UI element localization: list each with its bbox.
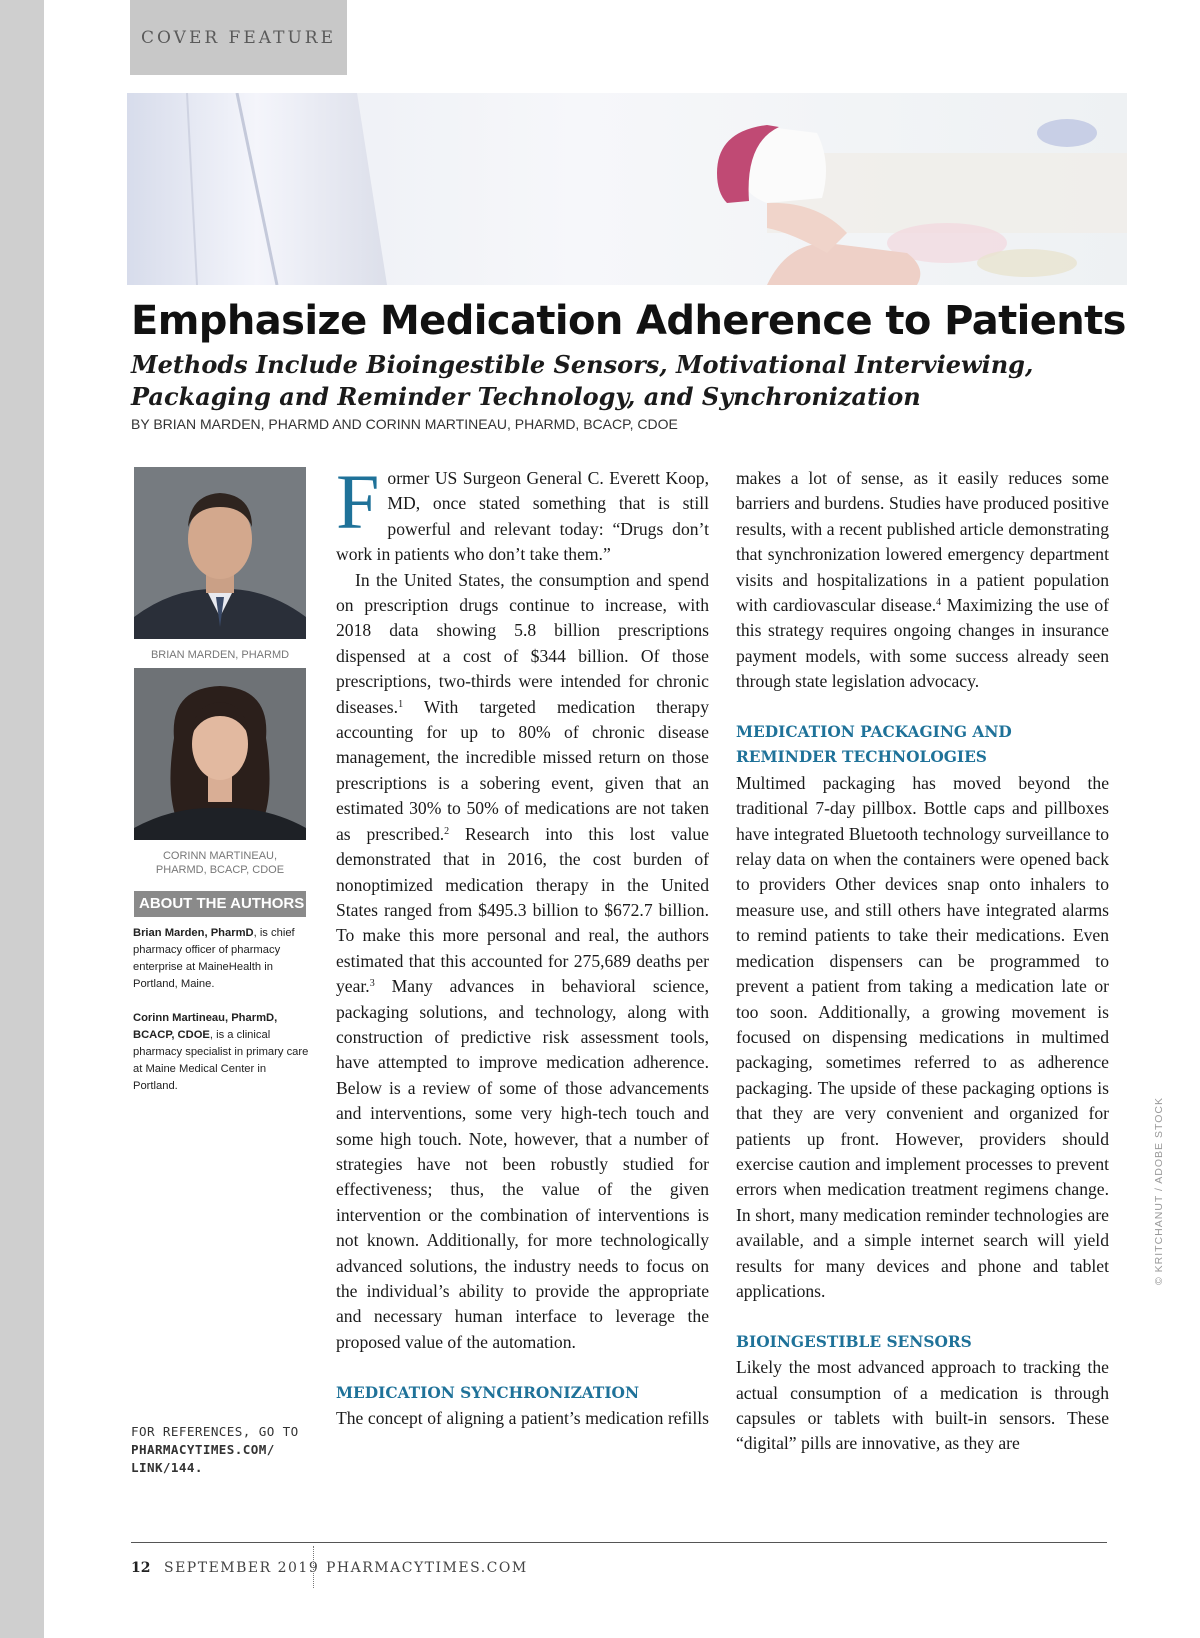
heading-packaging: MEDICATION PACKAGING AND REMINDER TECHNOLOGIES [736,723,1012,767]
bio-name-martineau: Corinn Martineau, PharmD, BCACP, CDOE [133,1012,278,1041]
heading-synchronization: MEDICATION SYNCHRONIZATION [336,1383,640,1402]
about-authors-heading: ABOUT THE AUTHORS [134,891,306,917]
paragraph-packaging: Multimed packaging has moved beyond the traditional 7-day pillbox. Bottle caps and pillboxes have integrated Bluetooth technology surveillance to relay data on when the containers were opened back to providers Other devices snap onto inhalers to measure use, and still others have integrated alarms to remind patients to take their medications. Even medication dispensers can be programmed to prevent a patient from taking a medication late or too soon. Additionally, a growing movement is focused on dispensing medications in multimed packaging, sometimes referred to as adherence packaging. The upside of these packaging options is that they are very convenient and organized for patients up front. However, providers should exercise caution and implement processes to prevent errors when medication treatment regimens change. In short, many medication reminder technologies are available, and a simple internet search will yield results for many devices and phone and tablet applications. [736,772,1109,1301]
paragraph-synchronization: The concept of aligning a patient’s medication refills [336,1408,709,1429]
hero-image [127,93,1127,285]
bio-text-martineau: , is a clinical pharmacy specialist in primary care at Maine Medical Center in Portland. [133,1029,309,1092]
footnote-1: 1 [398,698,404,710]
footer-rule [131,1542,1107,1543]
subtitle-line-1: Methods Include Bioingestible Sensors, Motivational Interviewing, [131,350,1034,379]
references-note [131,1423,321,1477]
page-number: 12 [131,1560,151,1576]
author-bio-marden [133,925,313,993]
article-subtitle [131,349,1131,413]
drop-cap: F [336,458,380,545]
author-caption-martineau-line-1: CORINN MARTINEAU, [162,850,278,862]
paragraph-intro: Former US Surgeon General C. Everett Koop, MD, once stated something that is still powerful and relevant today: “Drugs don’t work in patients who don’t take them.” [336,458,709,565]
refs-line-2[interactable]: PHARMACYTIMES.COM/ [131,1442,275,1457]
author-caption-martineau-line-2: PHARMD, BCACP, CDOE [155,864,285,876]
author-bio-martineau [133,1010,313,1095]
article-title: Emphasize Medication Adherence to Patients [131,298,1126,344]
footnote-2: 2 [444,825,450,837]
paragraph-bioingestible: Likely the most advanced approach to tracking the actual consumption of a medication is through capsules or tablets with built-in sensors. These “digital” pills are innovative, as they are [736,1357,1109,1454]
author-photo-marden [134,467,306,639]
body-column-1 [336,458,709,1431]
heading-bioingestible: BIOINGESTIBLE SENSORS [736,1332,972,1351]
body-column-2 [736,466,1109,1457]
section-label: COVER FEATURE [130,0,347,75]
bio-name-marden: Brian Marden, PharmD [133,927,254,939]
refs-line-3[interactable]: LINK/144. [131,1460,203,1475]
publication-site[interactable]: PHARMACYTIMES.COM [326,1560,528,1576]
photo-credit: © KRITCHANUT / ADOBE STOCK [1153,1097,1165,1285]
margin-strip [0,0,44,1638]
bio-text-marden: , is chief pharmacy officer of pharmacy enterprise at MaineHealth in Portland, Maine. [133,927,295,990]
paragraph-spending: In the United States, the consumption and spend on prescription drugs continue to increase, with 2018 data showing 5.8 billion prescriptions dispensed at a cost of $344 billion. Of those prescriptions, two-thirds were intended for chronic diseases.$^1$ With targeted medication therapy accounting for up to 80% of chronic disease management, the incredible missed return on those prescriptions is a sobering event, given that an estimated 30% to 50% of medications are not taken as prescribed.$^2$ Research into this lost value demonstrated that in 2016, the cost burden of nonoptimized medication therapy in the United States ranged from $495.3 billion to $672.7 billion. To make this more personal and real, the authors estimated that this accounted for 275,689 deaths per year.$^3$ Many advances in behavioral science, packaging solutions, and technology, along with construction of predictive risk assessment tools, have attempted to improve medication adherence. Below is a review of some of those advancements and interventions, some very high-tech touch and some high touch. Note, however, that a number of strategies have not been robustly studied for effectiveness; thus, the value of the given intervention or the combination of interventions is not known. Additionally, for more technologically advanced solutions, the industry needs to focus on the individual’s ability to provide the appropriate and necessary human interface to leverage the proposed value of the automation. [336,569,709,1352]
subtitle-line-2: Packaging and Reminder Technology, and Synchronization [131,382,921,411]
footer-separator [313,1546,314,1588]
footnote-3: 3 [369,978,375,990]
author-caption-marden: BRIAN MARDEN, PHARMD [150,649,290,661]
paragraph-synchronization-continued: makes a lot of sense, as it easily reduces some barriers and burdens. Studies have produced positive results, with a recent published article demonstrating that synchronization lowered emergency department visits and hospitalizations in a patient population with cardiovascular disease.$^4$ Maximizing the use of this strategy requires ongoing changes in insurance payment models, with some success already seen through state legislation advocacy. [736,468,1109,692]
refs-line-1: FOR REFERENCES, GO TO [131,1424,299,1439]
author-caption-martineau [134,849,306,877]
issue-date: SEPTEMBER 2019 [164,1560,320,1576]
author-photo-martineau [134,668,306,840]
byline: BY BRIAN MARDEN, PHARMD AND CORINN MARTINEAU, PHARMD, BCACP, CDOE [131,416,678,432]
